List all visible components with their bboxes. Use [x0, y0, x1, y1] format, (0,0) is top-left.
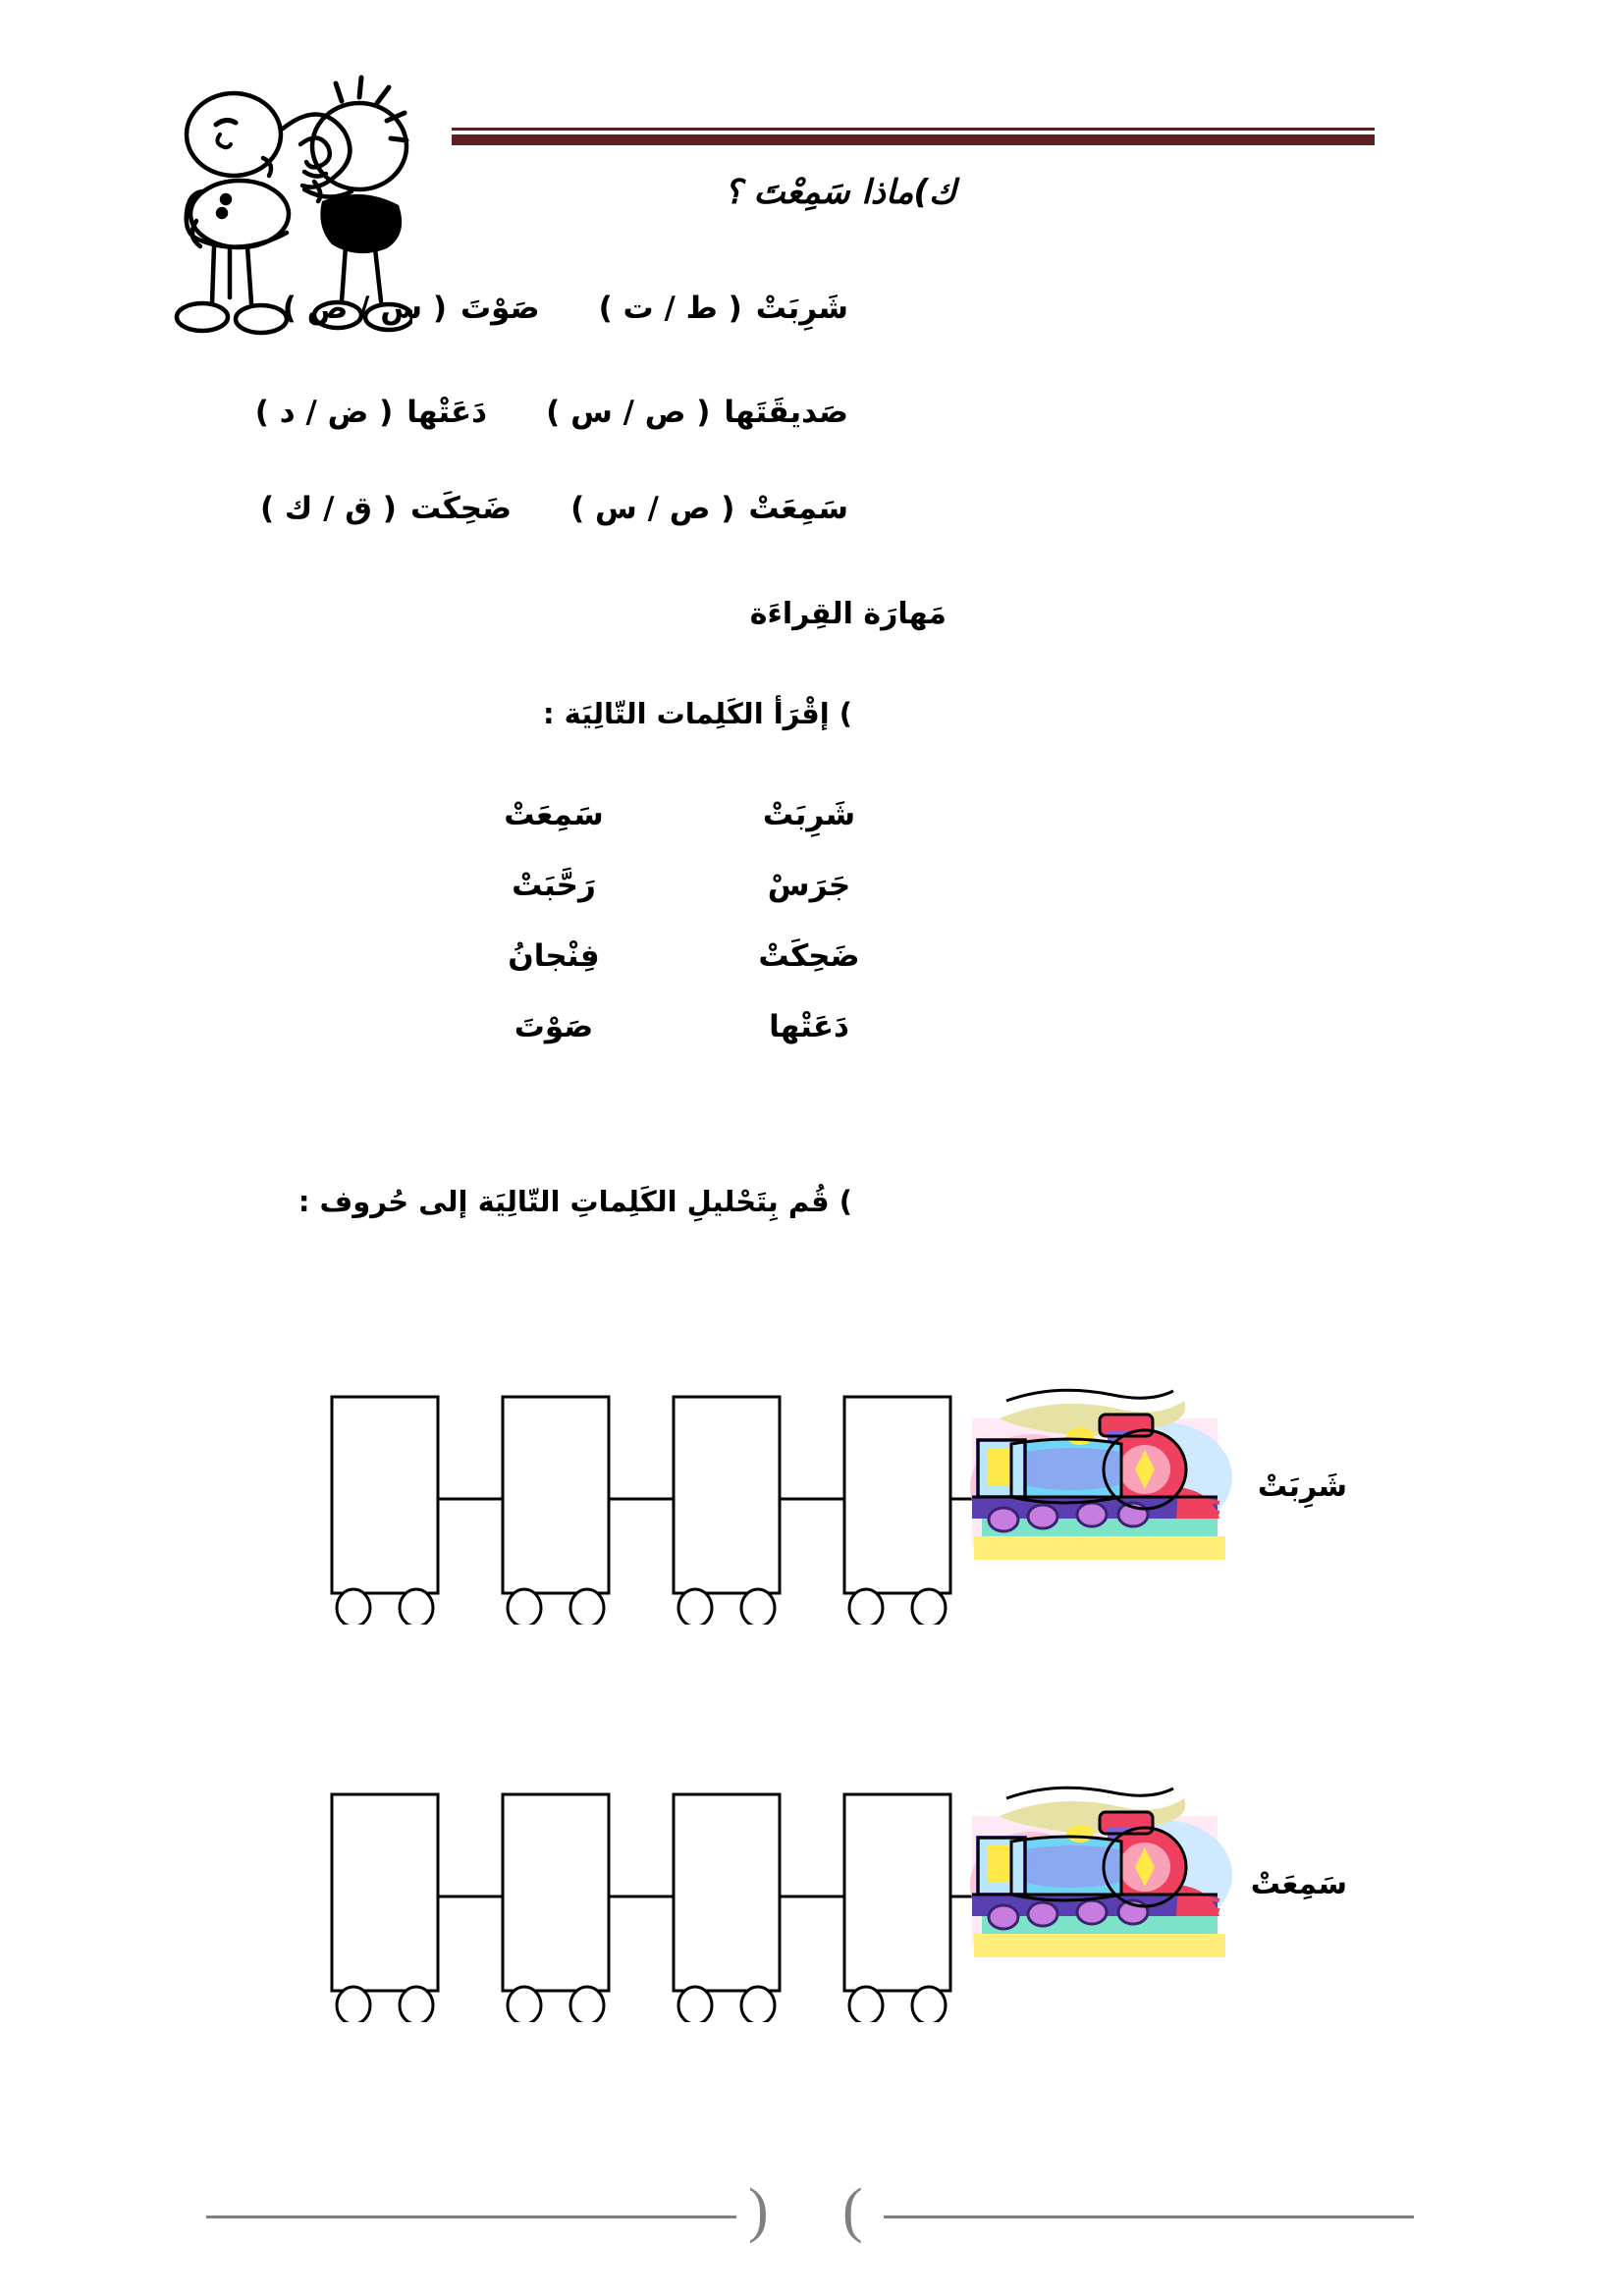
choice-word: صَوْتَ: [460, 291, 540, 326]
choice-cell-left: [283, 291, 540, 326]
word-list-row: [485, 868, 878, 903]
reading-word-list: [485, 797, 878, 1044]
header-rule: [452, 128, 1375, 143]
footer-rule-left: [206, 2216, 736, 2218]
footer-paren-open: (: [748, 2177, 769, 2244]
choice-word: ضَحِكَت: [409, 491, 513, 526]
word-item: رَحَّبَتْ: [512, 868, 596, 903]
train-word-label: شَرِبَتْ: [1257, 1469, 1347, 1504]
train-word-label: سَمِعَتْ: [1250, 1867, 1347, 1901]
choice-row: [283, 291, 848, 326]
footer-paren-close: ): [842, 2177, 863, 2244]
train-cars-group[interactable]: [324, 1777, 1011, 2022]
choice-options[interactable]: ( ص / س ): [546, 395, 711, 430]
choice-word: دَعَتْها: [406, 395, 488, 430]
word-list-row: [485, 938, 878, 974]
choice-word: صَديقَتَها: [724, 395, 848, 430]
section-heading-reading: مَهارَة القِراءَة: [749, 597, 947, 631]
page-title: ك)ماذا سَمِعْتَ ؟: [724, 173, 956, 212]
choice-options[interactable]: ( ط / ت ): [598, 291, 742, 326]
footer-rule-right: [884, 2216, 1414, 2218]
choice-word: شَرِبَتْ: [755, 291, 848, 326]
instruction-read-words: ) إقْرَأ الكَلِمات التّالِيَة :: [542, 697, 852, 730]
train-cars-group[interactable]: [324, 1379, 1011, 1625]
choice-options[interactable]: ( ق / ك ): [259, 491, 397, 526]
word-item: صَوْتَ: [514, 1009, 594, 1044]
choice-row: [255, 395, 848, 430]
train-diagram: [324, 1379, 1347, 1634]
header-rule-thick-line: [452, 134, 1375, 145]
word-item: شَرِبَتْ: [762, 797, 856, 832]
choice-cell-left: [255, 395, 487, 430]
word-item: ضَحِكَتْ: [758, 938, 860, 974]
word-item: جَرَسْ: [767, 868, 851, 903]
choice-word: سَمِعَتْ: [748, 491, 848, 526]
instruction-analyze-words: ) قُم بِتَحْليلِ الكَلِماتِ التّالِيَة إلى حُروف :: [298, 1185, 852, 1218]
word-item: سَمِعَتْ: [504, 797, 604, 832]
choice-options[interactable]: ( س / ص ): [282, 291, 448, 326]
choice-options[interactable]: ( ض / د ): [254, 395, 394, 430]
choice-cell-right: [599, 291, 848, 326]
choice-row: [260, 491, 848, 526]
word-list-row: [485, 1009, 878, 1044]
choice-cell-left: [260, 491, 512, 526]
header-rule-thin-line: [452, 128, 1375, 131]
word-item: فِنْجانُ: [508, 938, 600, 974]
page-footer: [206, 2177, 1414, 2244]
choice-cell-right: [570, 491, 848, 526]
word-item: دَعَتْها: [769, 1009, 849, 1044]
locomotive-icon: [952, 1379, 1237, 1575]
word-list-row: [485, 797, 878, 832]
choice-cell-right: [546, 395, 848, 430]
locomotive-icon: [952, 1777, 1237, 1973]
choice-options[interactable]: ( ص / س ): [570, 491, 735, 526]
train-diagram: [324, 1777, 1347, 2032]
